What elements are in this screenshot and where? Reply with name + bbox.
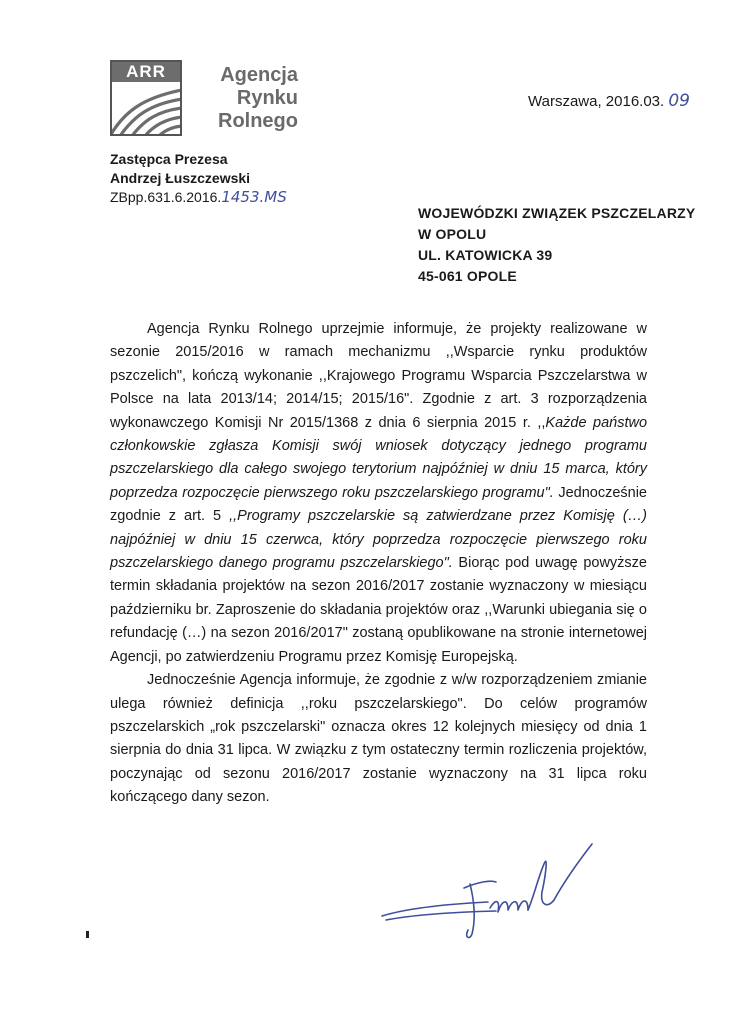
- sender-title: Zastępca Prezesa: [110, 151, 228, 167]
- logo-name-line3: Rolnego: [218, 110, 298, 132]
- sender-block: [110, 150, 287, 207]
- logo-name-line2: Rynku: [236, 87, 298, 109]
- date-printed: Warszawa, 2016.03.: [528, 93, 665, 110]
- recipient-line2: W OPOLU: [418, 226, 487, 242]
- logo-emblem: [110, 60, 182, 136]
- reference-handwritten: 1453.MS: [221, 188, 287, 206]
- p1-quote-1: Każde państwo członkowskie zgłasza Komisji swój wniosek dotyczący jednego programu pszczelarskiego dla całego swojego terytorium najpóźniej w dniu 15 marca, który poprzedza rozpoczęcie pierwszego roku pszczelarskiego programu".: [110, 414, 648, 501]
- p1-text-a: Agencja Rynku Rolnego uprzejmie informuje, że projekty realizowane w sezonie 2015/2016 w ramach mechanizmu ,,Wsparcie rynku produktów pszczelich", kończą wykonanie ,,Krajowego Programu Wsparcia Pszczelarstwa w Polsce na lata 2013/14; 2014/15; 2015/16". Zgodnie z art. 3 rozporządzenia wykonawczego Komisji Nr 2015/1368 z dnia 6 sierpnia 2015 r. ,,: [110, 321, 647, 431]
- recipient-line3: UL. KATOWICKA 39: [418, 247, 553, 263]
- logo-wordmark: [192, 64, 298, 133]
- field-furrows-icon: [112, 82, 180, 136]
- recipient-address: [418, 203, 695, 287]
- p1-quote-2: ,,Programy pszczelarskie są zatwierdzane przez Komisję (…) najpóźniej w dniu 15 czerwca, który poprzedza rozpoczęcie pierwszego roku pszczelarskiego danego programu pszczelarskiego".: [110, 508, 648, 572]
- reference-printed: ZBpp.631.6.2016.: [110, 189, 222, 205]
- sender-name: Andrzej Łuszczewski: [110, 170, 251, 186]
- logo-name-line1: Agencja: [220, 64, 298, 86]
- body-paragraph-1: [110, 318, 647, 669]
- recipient-line4: 45-061 OPOLE: [418, 268, 517, 284]
- letter-date: [528, 91, 690, 111]
- body-paragraph-2: Jednocześnie Agencja informuje, że zgodnie z w/w rozporządzeniem zmianie ulega również definicja ,,roku pszczelarskiego". Do celów programów pszczelarskich „rok pszczelarski" oznacza okres 12 kolejnych miesięcy od dnia 1 sierpnia do dnia 31 lipca. W związku z tym ostateczny termin rozliczenia projektów, poczynając od sezonu 2016/2017 zostanie wyznaczony na 31 lipca roku kończącego dany sezon.: [110, 672, 647, 806]
- letter-body: [110, 318, 647, 810]
- handwritten-signature: [378, 838, 608, 948]
- reference-number: [110, 188, 287, 207]
- scan-speck: [86, 931, 89, 938]
- date-handwritten-day: 09: [668, 91, 690, 111]
- p1-text-c: Biorąc pod uwagę powyższe termin składania projektów na sezon 2016/2017 zostanie wyznaczony w miesiącu październiku br. Zaproszenie do składania projektów oraz ,,Warunki ubiegania się o refundację (…) na sezon 2016/2017" zostaną opublikowane na stronie internetowej Agencji, po zatwierdzeniu Programu przez Komisję Europejską.: [110, 555, 647, 665]
- agency-logo: [110, 60, 310, 138]
- p1-text-b: Jednocześnie zgodnie z art. 5: [110, 484, 648, 525]
- recipient-line1: WOJEWÓDZKI ZWIĄZEK PSZCZELARZY: [418, 205, 696, 221]
- logo-abbreviation: ARR: [112, 62, 180, 82]
